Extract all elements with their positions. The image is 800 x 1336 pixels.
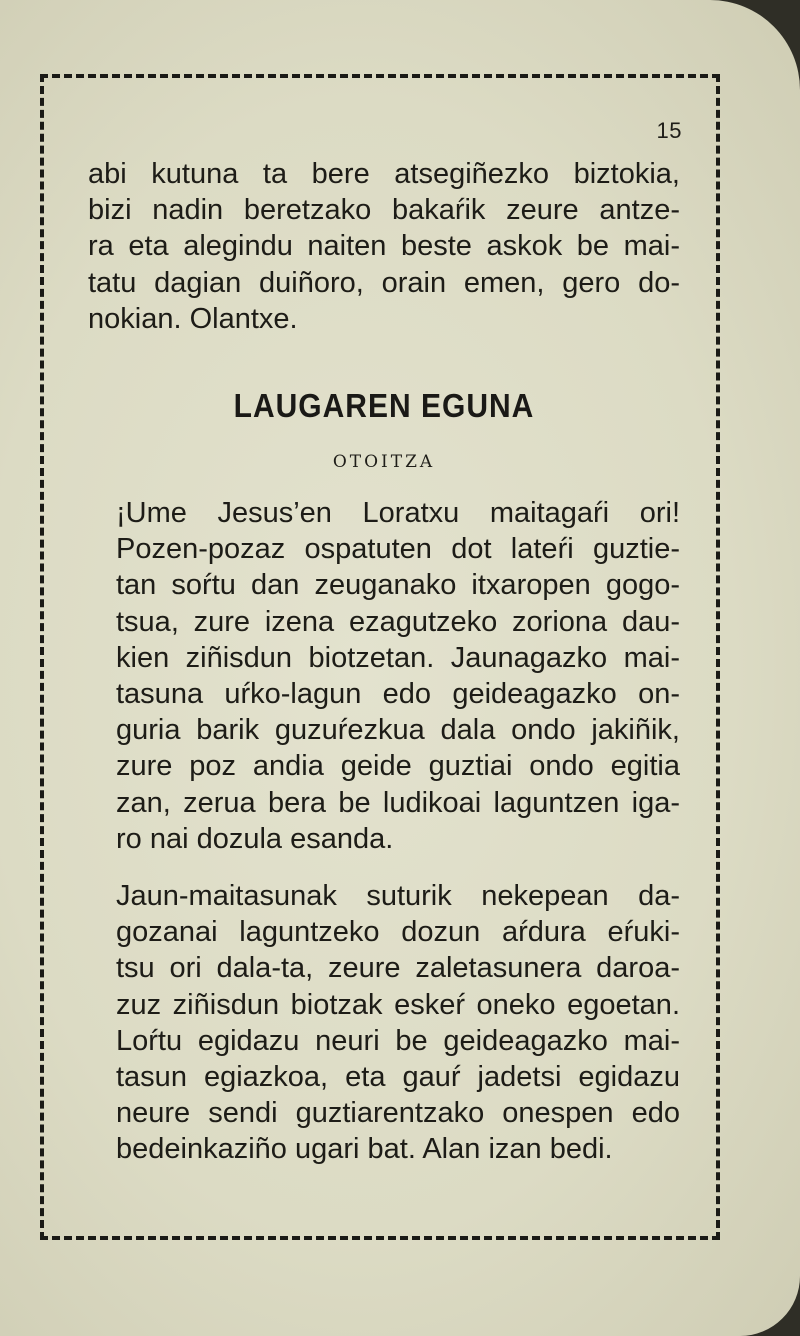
text-line: Loŕtu egidazu neuri be geideagazko mai- — [116, 1024, 680, 1057]
text-line: tasuna uŕko-lagun edo geideagazko on- — [116, 678, 680, 711]
paragraph-continued — [88, 156, 680, 337]
text-line: ¡Ume Jesus’en Loratxu maitagaŕi ori! — [116, 497, 680, 529]
text-line: ro nai dozula esanda. — [116, 822, 394, 855]
text-line: zan, zerua bera be ludikoai laguntzen iga- — [116, 786, 680, 819]
text-line: zuz ziñisdun biotzak eskeŕ oneko egoetan. — [116, 988, 680, 1021]
text-line: zure poz andia geide guztiai ondo egitia — [116, 750, 680, 783]
text-line: nokian. Olantxe. — [88, 302, 298, 335]
text-line: neure sendi guztiarentzako onespen edo — [116, 1097, 680, 1130]
text-line: ra eta alegindu naiten beste askok be mai- — [88, 230, 680, 263]
section-subheading: OTOITZA — [332, 452, 436, 472]
page-number: 15 — [656, 118, 682, 143]
text-line: kien ziñisdun biotzetan. Jaunagazko mai- — [116, 641, 680, 674]
text-line: tan soŕtu dan zeuganako itxaropen gogo- — [116, 569, 680, 602]
text-line: tatu dagian duiñoro, orain emen, gero do- — [88, 266, 680, 299]
prayer-paragraph-1 — [88, 495, 680, 857]
text-line: tsu ori dala-ta, zeure zaletasunera daroa- — [116, 952, 680, 985]
text-line: Jaun-maitasunak suturik nekepean da- — [116, 880, 680, 912]
text-line: bizi nadin beretzako bakaŕik zeure antze- — [88, 194, 680, 227]
text-line: bedeinkaziño ugari bat. Alan izan bedi. — [116, 1133, 613, 1166]
text-line: guria barik guzuŕezkua dala ondo jakiñik, — [116, 714, 680, 747]
text-line: gozanai laguntzeko dozun aŕdura eŕuki- — [116, 916, 680, 949]
text-line: Pozen-pozaz ospatuten dot lateŕi guztie- — [116, 533, 680, 566]
section-heading: LAUGAREN EGUNA — [233, 388, 535, 425]
text-line: abi kutuna ta bere atsegiñezko biztokia, — [88, 158, 680, 190]
text-line: tasun egiazkoa, eta gauŕ jadetsi egidazu — [116, 1061, 680, 1094]
prayer-paragraph-2 — [88, 878, 680, 1168]
text-line: tsua, zure izena ezagutzeko zoriona dau- — [116, 605, 680, 638]
